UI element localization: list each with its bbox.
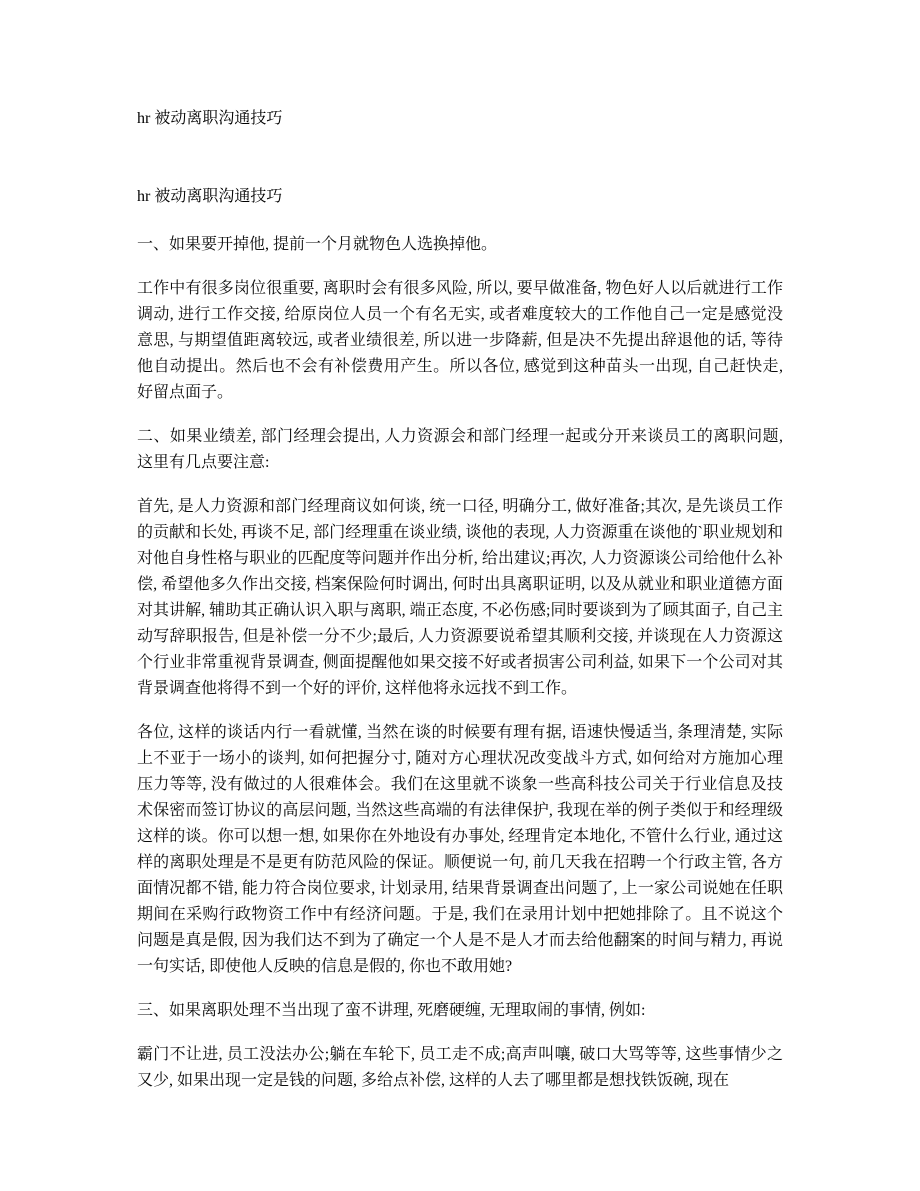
paragraph-7: 霸门不让进, 员工没法办公;躺在车轮下, 员工走不成;高声叫嚷, 破口大骂等等, 这些事情少之又少, 如果出现一定是钱的问题, 多给点补偿, 这样的人去了哪里都是想找铁饭碗, 现在 [137,1046,783,1089]
paragraph-3: 二、如果业绩差, 部门经理会提出, 人力资源会和部门经理一起或分开来谈员工的离职问题, 这里有几点要注意: [137,428,783,471]
paragraph-4: 首先, 是人力资源和部门经理商议如何谈, 统一口径, 明确分工, 做好准备;其次, 是先谈员工作的贡献和长处, 再谈不足, 部门经理重在谈业绩, 谈他的表现, 人力资源重在谈他的`职业规划和对他自身性格与职业的匹配度等问题并作出分析, 给出建议;再次, 人力资源谈公司给他什么补偿, 希望他多久作出交接, 档案保险何时调出, 何时出具离职证明, 以及从就业和职业道德方面对其讲解, 辅助其正确认识入职与离职, 端正态度, 不必伤感;同时要谈到为了顾其面子, 自己主动写辞职报告, 但是补偿一分不少;最后, 人力资源要说希望其顺利交接, 并谈现在人力资源这个行业非常重视背景调查, 侧面提醒他如果交接不好或者损害公司利益, 如果下一个公司对其背景调查他将得不到一个好的评价, 这样他将永远找不到工作。 [137,498,783,697]
paragraph-1: 一、如果要开掉他, 提前一个月就物色人选换掉他。 [137,236,498,253]
document-title-repeat: hr 被动离职沟通技巧 [137,188,283,205]
paragraph-2: 工作中有很多岗位很重要, 离职时会有很多风险, 所以, 要早做准备, 物色好人以后就进行工作调动, 进行工作交接, 给原岗位人员一个有名无实, 或者难度较大的工作他自己一定是感觉没意思, 与期望值距离较远, 或者业绩很差, 所以进一步降薪, 但是决不先提出辞退他的话, 等待他自动提出。然后也不会有补偿费用产生。所以各位, 感觉到这种苗头一出现, 自己赶快走, 好留点面子。 [137,280,783,401]
paragraph-6: 三、如果离职处理不当出现了蛮不讲理, 死磨硬缠, 无理取闹的事情, 例如: [137,1002,646,1019]
document-title: hr 被动离职沟通技巧 [137,110,283,127]
paragraph-5: 各位, 这样的谈话内行一看就懂, 当然在谈的时候要有理有据, 语速快慢适当, 条理清楚, 实际上不亚于一场小的谈判, 如何把握分寸, 随对方心理状况改变战斗方式, 如何给对方施加心理压力等等, 没有做过的人很难体会。我们在这里就不谈象一些高科技公司关于行业信息及技术保密而签订协议的高层问题, 当然这些高端的有法律保护, 我现在举的例子类似于和经理级这样的谈。你可以想一想, 如果你在外地设有办事处, 经理肯定本地化, 不管什么行业, 通过这样的离职处理是不是更有防范风险的保证。顺便说一句, 前几天我在招聘一个行政主管, 各方面情况都不错, 能力符合岗位要求, 计划录用, 结果背景调查出问题了, 上一家公司说她在任职期间在采购行政物资工作中有经济问题。于是, 我们在录用计划中把她排除了。且不说这个问题是真是假, 因为我们达不到为了确定一个人是不是人才而去给他翻案的时间与精力, 再说一句实话, 即使他人反映的信息是假的, 你也不敢用她? [137,724,783,975]
